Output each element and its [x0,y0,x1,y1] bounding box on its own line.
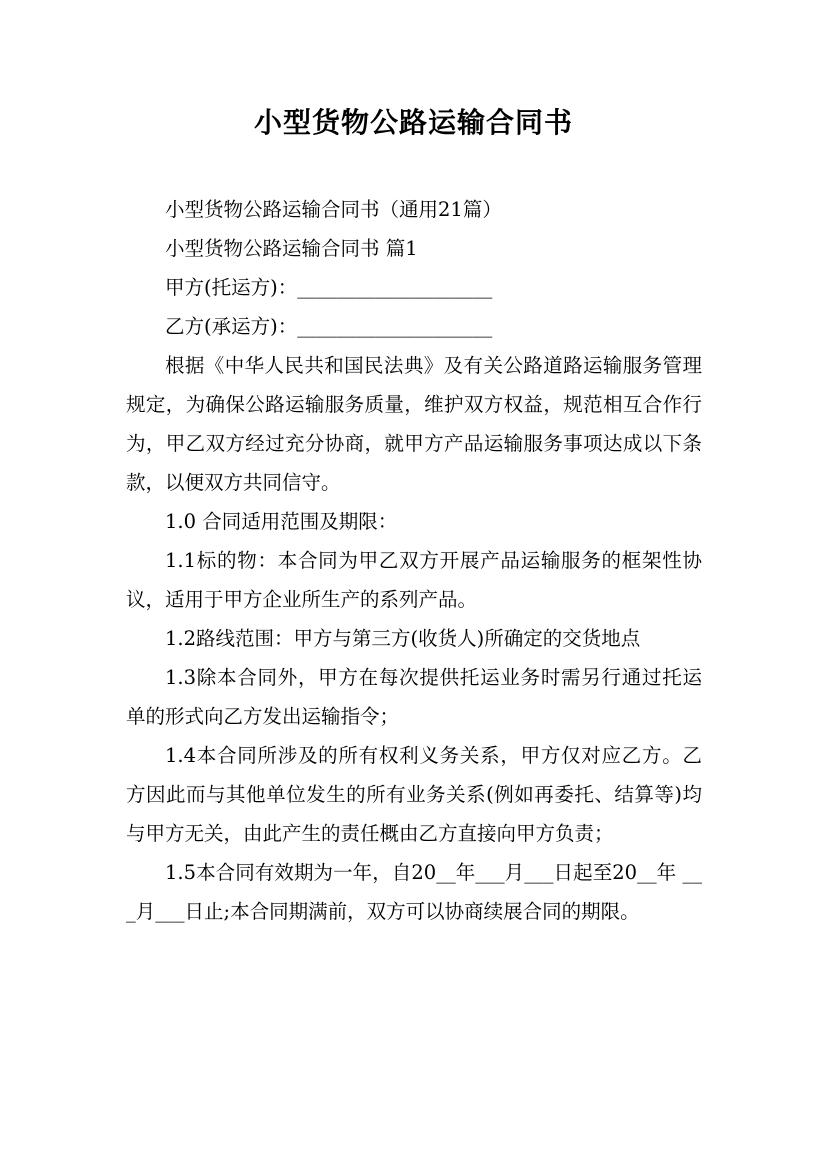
clause-1-0: 1.0 合同适用范围及期限： [165,510,398,533]
preamble-paragraph: 根据《中华人民共和国民法典》及有关公路道路运输服务管理规定，为确保公路运输服务质量，维护双方权益，规范相互合作行为，甲乙双方经过充分协商，就甲方产品运输服务事项达成以下条款，以便双方共同信守。 [126,354,702,494]
section-heading-paragraph: 小型货物公路运输合同书 篇1 [165,237,418,260]
subtitle-paragraph: 小型货物公路运输合同书（通用21篇） [165,198,502,221]
document-body [126,190,702,931]
clause-1-1: 1.1标的物：本合同为甲乙双方开展产品运输服务的框架性协议，适用于甲方企业所生产的系列产品。 [126,549,702,611]
party-a-line: 甲方(托运方)：____________________ [165,276,493,299]
clause-1-4: 1.4本合同所涉及的所有权利义务关系，甲方仅对应乙方。乙方因此而与其他单位发生的所有业务关系(例如再委托、结算等)均与甲方无关，由此产生的责任概由乙方直接向甲方负责； [126,744,702,845]
document-title: 小型货物公路运输合同书 [253,106,573,139]
party-b-line: 乙方(承运方)：____________________ [165,315,493,338]
clause-1-2: 1.2路线范围：甲方与第三方(收货人)所确定的交货地点 [165,627,641,650]
clause-1-3: 1.3除本合同外，甲方在每次提供托运业务时需另行通过托运单的形式向乙方发出运输指令； [126,666,702,728]
clause-1-5: 1.5本合同有效期为一年，自20__年___月___日起至20__年 ___月___日止;本合同期满前，双方可以协商续展合同的期限。 [126,861,702,923]
